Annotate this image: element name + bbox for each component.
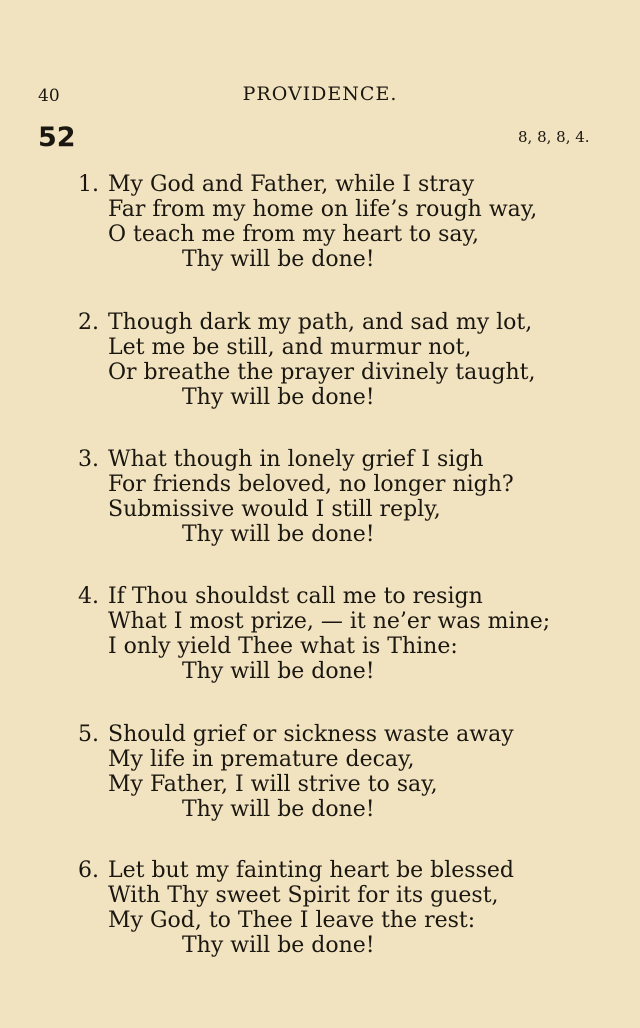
hymn-number: 52	[38, 122, 76, 153]
verse-6	[78, 858, 618, 958]
verse-number: 1.	[78, 172, 99, 197]
refrain-line: Thy will be done!	[182, 797, 375, 822]
verse-line: Submissive would I still reply,	[108, 497, 441, 522]
refrain-line: Thy will be done!	[182, 933, 375, 958]
verse-line: Should grief or sickness waste away	[108, 722, 514, 747]
verse-line: My God, to Thee I leave the rest:	[108, 908, 476, 933]
verse-line: I only yield Thee what is Thine:	[108, 634, 458, 659]
verse-line: Far from my home on life’s rough way,	[108, 197, 538, 222]
verse-line: Let me be still, and murmur not,	[108, 335, 472, 360]
page-number: 40	[38, 86, 60, 106]
verse-number: 5.	[78, 722, 99, 747]
verse-line: Though dark my path, and sad my lot,	[108, 310, 533, 335]
refrain-line: Thy will be done!	[182, 385, 375, 410]
verse-line: Or breathe the prayer divinely taught,	[108, 360, 536, 385]
verse-line: My life in premature decay,	[108, 747, 415, 772]
verse-number: 3.	[78, 447, 99, 472]
refrain-line: Thy will be done!	[182, 247, 375, 272]
verse-2	[78, 310, 618, 410]
refrain-line: Thy will be done!	[182, 522, 375, 547]
verse-line: O teach me from my heart to say,	[108, 222, 480, 247]
meter-indicator: 8, 8, 8, 4.	[518, 128, 590, 146]
refrain-line: Thy will be done!	[182, 659, 375, 684]
verse-line: What though in lonely grief I sigh	[108, 447, 484, 472]
verse-number: 6.	[78, 858, 99, 883]
verse-line: What I most prize, — it ne’er was mine;	[108, 609, 551, 634]
verse-line: My Father, I will strive to say,	[108, 772, 438, 797]
verse-line: If Thou shouldst call me to resign	[108, 584, 483, 609]
verse-5	[78, 722, 618, 822]
verse-line: Let but my fainting heart be blessed	[108, 858, 514, 883]
verse-3	[78, 447, 618, 547]
verse-line: My God and Father, while I stray	[108, 172, 475, 197]
verse-1	[78, 172, 618, 272]
verse-line: For friends beloved, no longer nigh?	[108, 472, 514, 497]
running-title: PROVIDENCE.	[242, 83, 398, 105]
verse-number: 4.	[78, 584, 99, 609]
verse-line: With Thy sweet Spirit for its guest,	[108, 883, 499, 908]
verse-4	[78, 584, 618, 684]
verse-number: 2.	[78, 310, 99, 335]
